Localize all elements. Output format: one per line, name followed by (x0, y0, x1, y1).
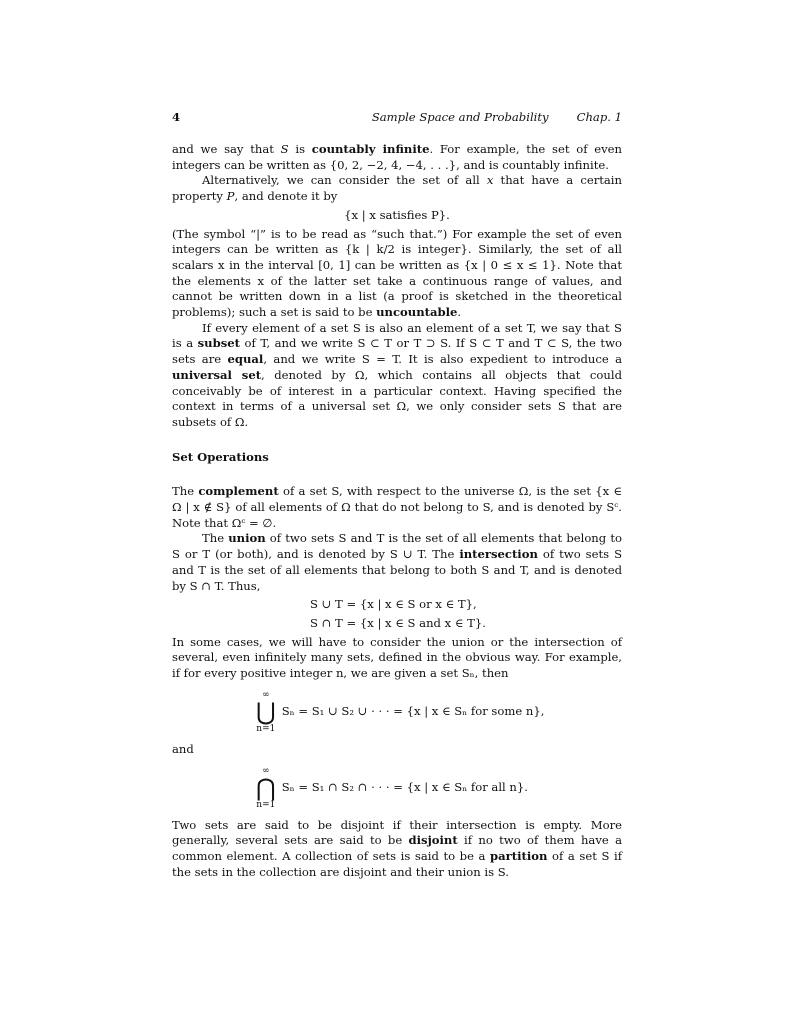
big-intersection-operator (256, 766, 276, 810)
paragraph-disjoint-partition (172, 818, 622, 881)
text: Two sets are said to be disjoint if their intersection is empty. More generally, several sets are said to be (172, 817, 622, 848)
text: if no two of them have a common element. A collection of sets is said to be a (172, 833, 622, 863)
term-countably-infinite: countably infinite (311, 142, 430, 156)
term-disjoint: disjoint (408, 833, 458, 848)
term-intersection: intersection (459, 547, 538, 562)
text: that have a certain property (172, 173, 622, 204)
running-title: Sample Space and Probability (371, 110, 549, 124)
text: of a set S, with respect to the universe Ω, is the set {x ∈ Ω | x ∉ S} of all elements of Ω that do not belong to S, and is denoted by Sᶜ. Note that Ωᶜ = ∅. (172, 484, 622, 530)
paragraph-countably-infinite (172, 142, 622, 173)
page (172, 110, 622, 880)
text: of a set S if the sets in the collection are disjoint and their union is S. (172, 848, 622, 879)
math-symbol: S (280, 142, 289, 156)
running-head (372, 110, 622, 126)
upper-limit: ∞ (262, 765, 270, 776)
text: . (457, 305, 462, 320)
text: of two sets S and T is the set of all elements that belong to both S and T, and is denoted by S ∩ T. Thus, (172, 547, 623, 593)
math-symbol: x (486, 173, 494, 188)
section-title: Set Operations (172, 449, 269, 464)
display-intersection-definition: S ∩ T = {x | x ∈ S and x ∈ T}. (310, 615, 486, 630)
term-union: union (228, 531, 266, 546)
lower-limit: n=1 (256, 799, 276, 810)
paragraph-several-sets: In some cases, we will have to consider the union or the intersection of several, even infinitely many sets, defined in the obvious way. For example, if for every positive integer n, we are given a set Sₙ, then (172, 634, 622, 681)
text: , and denote it by (234, 189, 338, 204)
paragraph-complement (172, 484, 622, 531)
term-equal: equal (227, 352, 264, 367)
display-union-definition: S ∪ T = {x | x ∈ S or x ∈ T}, (310, 597, 477, 612)
text: of T, and we write S ⊂ T or T ⊃ S. If S ⊂ T and T ⊂ S, the two sets are (172, 336, 622, 367)
chapter-label: Chap. 1 (576, 110, 622, 124)
paragraph-union-intersection (172, 531, 622, 594)
union-expression: Sₙ = S₁ ∪ S₂ ∪ · · · = {x | x ∈ Sₙ for some n}, (281, 703, 545, 718)
union-symbol: ⋃ (256, 697, 276, 726)
term-subset: subset (197, 336, 240, 351)
page-header (172, 110, 622, 130)
intersection-expression: Sₙ = S₁ ∩ S₂ ∩ · · · = {x | x ∈ Sₙ for all n}. (281, 779, 528, 794)
text: and we say that (172, 142, 281, 156)
and-text: and (172, 741, 194, 756)
page-number: 4 (172, 110, 181, 124)
display-big-intersection (256, 766, 622, 810)
upper-limit: ∞ (262, 689, 270, 700)
text: If every element of a set S is also an element of a set T, we say that S is a (172, 320, 622, 351)
text: , and we write S = T. It is also expedient to introduce a (263, 352, 623, 367)
paragraph-property (172, 173, 622, 204)
text: Alternatively, we can consider the set of all (202, 173, 487, 188)
display-big-union (256, 690, 622, 734)
intersection-symbol: ⋂ (256, 773, 276, 802)
term-partition: partition (490, 848, 548, 863)
big-union-operator (256, 690, 276, 734)
text: The (202, 531, 229, 546)
math-symbol: P (226, 189, 235, 204)
paragraph-subset (172, 321, 622, 431)
term-complement: complement (198, 484, 279, 499)
paragraph-such-that (172, 227, 622, 321)
term-universal-set: universal set (172, 367, 262, 382)
text: The (172, 484, 199, 499)
text: , denoted by Ω, which contains all objects that could conceivably be of interest in a particular context. Having specified the context in terms of a universal set Ω, we only consider sets S that are subsets of Ω. (172, 367, 622, 429)
text: (The symbol “|” is to be read as “such that.”) For example the set of even integers can be written as {k | k/2 is integer}. Similarly, the set of all scalars x in the interval [0, 1] can be written as {x | 0 ≤ x ≤ 1}. Note that the elements x of the latter set take a continuous range of values, and cannot be written down in a list (a proof is sketched in the theoretical problems); such a set is said to be (172, 226, 622, 320)
text: . For example, the set of even integers can be written as {0, 2, −2, 4, −4, . . .}, and is countably infinite. (172, 142, 622, 172)
display-equation-property: {x | x satisfies P}. (344, 207, 450, 222)
text: is (288, 142, 312, 156)
term-uncountable: uncountable (376, 305, 458, 320)
lower-limit: n=1 (256, 723, 276, 734)
text: of two sets S and T is the set of all elements that belong to S or T (or both), and is denoted by S ∪ T. The (172, 531, 622, 562)
